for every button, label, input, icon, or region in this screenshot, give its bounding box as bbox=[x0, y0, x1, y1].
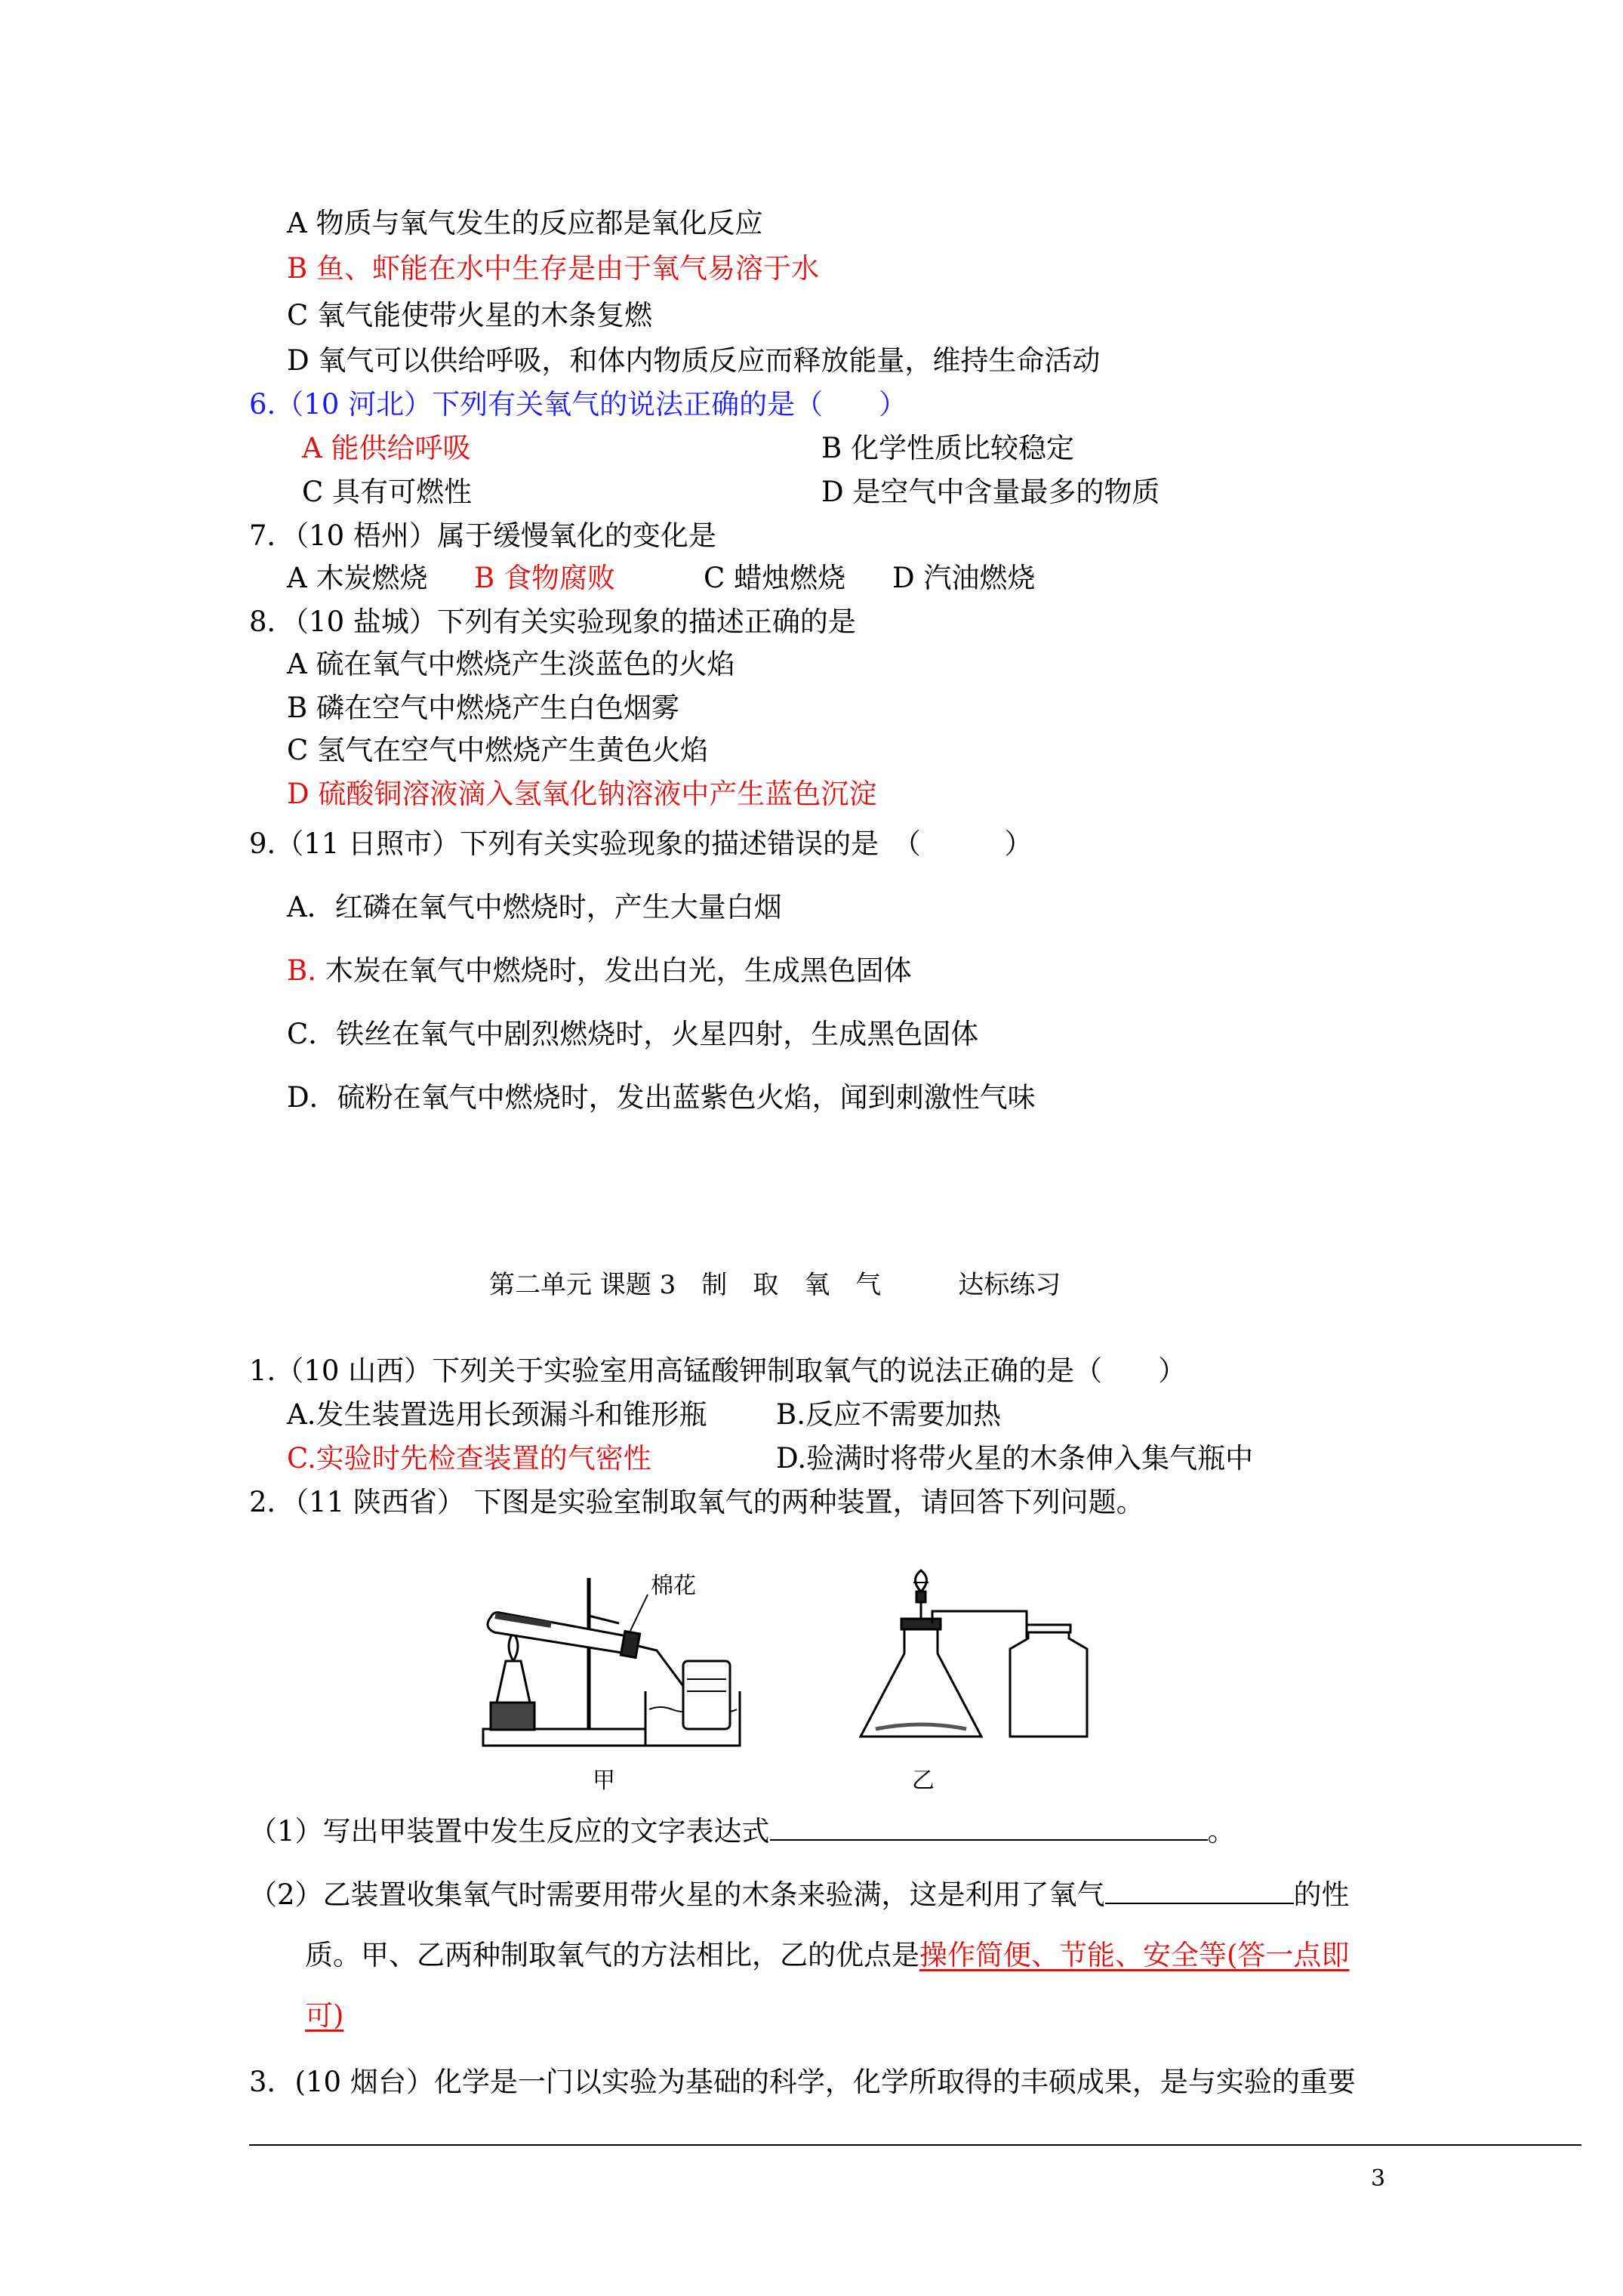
q7-option-b: B 食物腐败 bbox=[474, 562, 615, 594]
yi-collecting-bottle bbox=[1010, 1631, 1087, 1737]
q8-stem: 8．（10 盐城）下列有关实验现象的描述正确的是 bbox=[249, 606, 856, 638]
footer-divider bbox=[249, 2144, 1581, 2146]
q9-option-b-letter: B. bbox=[287, 954, 316, 987]
s2-part2-end: 的性 bbox=[1293, 1878, 1350, 1911]
s1-stem: 1.（10 山西）下列关于实验室用高锰酸钾制取氧气的说法正确的是（ ） bbox=[249, 1354, 1187, 1387]
apparatus-yi bbox=[861, 1570, 1087, 1737]
q8-option-b: B 磷在空气中燃烧产生白色烟雾 bbox=[287, 692, 679, 724]
q9-option-b bbox=[287, 954, 912, 988]
alcohol-lamp bbox=[497, 1661, 530, 1703]
s2-answer-note-end: 可) bbox=[305, 1999, 344, 2032]
option-b-answer: B 鱼、虾能在水中生存是由于氧气易溶于水 bbox=[287, 252, 819, 285]
q8-option-c: C 氢气在空气中燃烧产生黄色火焰 bbox=[287, 734, 709, 766]
label-yi: 乙 bbox=[912, 1767, 935, 1794]
q7-option-c: C 蜡烛燃烧 bbox=[704, 562, 846, 594]
s2-part2-text: （2）乙装置收集氧气时需要用带火星的木条来验满，这是利用了氧气 bbox=[249, 1878, 1105, 1911]
answer-blank-2[interactable] bbox=[1105, 1880, 1294, 1904]
q9-option-b-text: 木炭在氧气中燃烧时，发出白光，生成黑色固体 bbox=[325, 954, 912, 987]
s2-part1-text: （1）写出甲装置中发生反应的文字表达式 bbox=[249, 1815, 770, 1848]
q9-stem: 9.（11 日照市）下列有关实验现象的描述错误的是 （ ） bbox=[249, 827, 1033, 860]
s1-option-b: B.反应不需要加热 bbox=[776, 1398, 1001, 1431]
q8-option-a: A 硫在氧气中燃烧产生淡蓝色的火焰 bbox=[287, 648, 735, 680]
q9-option-d: D．硫粉在氧气中燃烧时，发出蓝紫色火焰，闻到刺激性气味 bbox=[287, 1081, 1036, 1114]
s2-part2 bbox=[249, 1878, 1350, 1912]
stopper bbox=[621, 1632, 639, 1658]
funnel-bulb bbox=[916, 1570, 927, 1592]
s2-answer-note: (答一点即 bbox=[1227, 1939, 1350, 1971]
s2-part2-line2-text: 质。甲、乙两种制取氧气的方法相比，乙的优点是 bbox=[305, 1939, 919, 1971]
s1-option-c: C.实验时先检查装置的气密性 bbox=[287, 1442, 651, 1475]
option-c: C 氧气能使带火星的木条复燃 bbox=[287, 299, 653, 331]
s2-part2-line2 bbox=[305, 1939, 1349, 1972]
yi-delivery-tube bbox=[932, 1611, 1027, 1638]
cotton-label: 棉花 bbox=[651, 1573, 696, 1599]
q8-option-d: D 硫酸铜溶液滴入氢氧化钠溶液中产生蓝色沉淀 bbox=[287, 778, 877, 810]
s1-option-d: D.验满时将带火星的木条伸入集气瓶中 bbox=[776, 1442, 1254, 1475]
s3-stem: 3．(10 烟台）化学是一门以实验为基础的科学，化学所取得的丰硕成果，是与实验的重要 bbox=[249, 2066, 1356, 2098]
collecting-bottle bbox=[683, 1661, 730, 1729]
option-d: D 氧气可以供给呼吸，和体内物质反应而释放能量，维持生命活动 bbox=[287, 344, 1101, 377]
q6-option-a: A 能供给呼吸 bbox=[302, 432, 471, 464]
s2-answer: 操作简便、节能、安全等 bbox=[919, 1939, 1227, 1971]
q7-option-d: D 汽油燃烧 bbox=[892, 562, 1036, 594]
page-number: 3 bbox=[1371, 2165, 1386, 2192]
s1-option-a: A.发生装置选用长颈漏斗和锥形瓶 bbox=[287, 1398, 707, 1431]
q6-stem: 6.（10 河北）下列有关氧气的说法正确的是（ ） bbox=[249, 388, 907, 421]
conical-flask bbox=[861, 1623, 981, 1737]
oxygen-apparatus-figure bbox=[468, 1548, 1147, 1797]
s2-part1-end: 。 bbox=[1207, 1815, 1236, 1848]
s2-stem: 2．（11 陕西省） 下图是实验室制取氧气的两种装置，请回答下列问题。 bbox=[249, 1486, 1144, 1518]
q7-stem: 7．（10 梧州）属于缓慢氧化的变化是 bbox=[249, 519, 716, 552]
q7-option-a: A 木炭燃烧 bbox=[287, 562, 428, 594]
stopcock bbox=[916, 1592, 925, 1602]
s2-part1 bbox=[249, 1815, 1236, 1848]
label-jia: 甲 bbox=[593, 1767, 615, 1794]
apparatus-jia bbox=[483, 1578, 740, 1746]
q6-option-d: D 是空气中含量最多的物质 bbox=[821, 476, 1160, 508]
cotton-pointer bbox=[630, 1595, 648, 1631]
section-title: 第二单元 课题 3 制 取 氧 气 达标练习 bbox=[489, 1270, 1061, 1300]
option-a: A 物质与氧气发生的反应都是氧化反应 bbox=[287, 207, 763, 239]
q9-option-a: A．红磷在氧气中燃烧时，产生大量白烟 bbox=[287, 891, 782, 923]
q9-option-c: C．铁丝在氧气中剧烈燃烧时，火星四射，生成黑色固体 bbox=[287, 1018, 979, 1050]
q6-option-c: C 具有可燃性 bbox=[302, 476, 473, 508]
s2-part2-line3 bbox=[305, 1999, 343, 2032]
clamp bbox=[589, 1616, 619, 1623]
q6-option-b: B 化学性质比较稳定 bbox=[821, 432, 1074, 464]
block bbox=[491, 1703, 534, 1730]
answer-blank-1[interactable] bbox=[770, 1817, 1208, 1841]
flask-stopper bbox=[901, 1619, 941, 1629]
